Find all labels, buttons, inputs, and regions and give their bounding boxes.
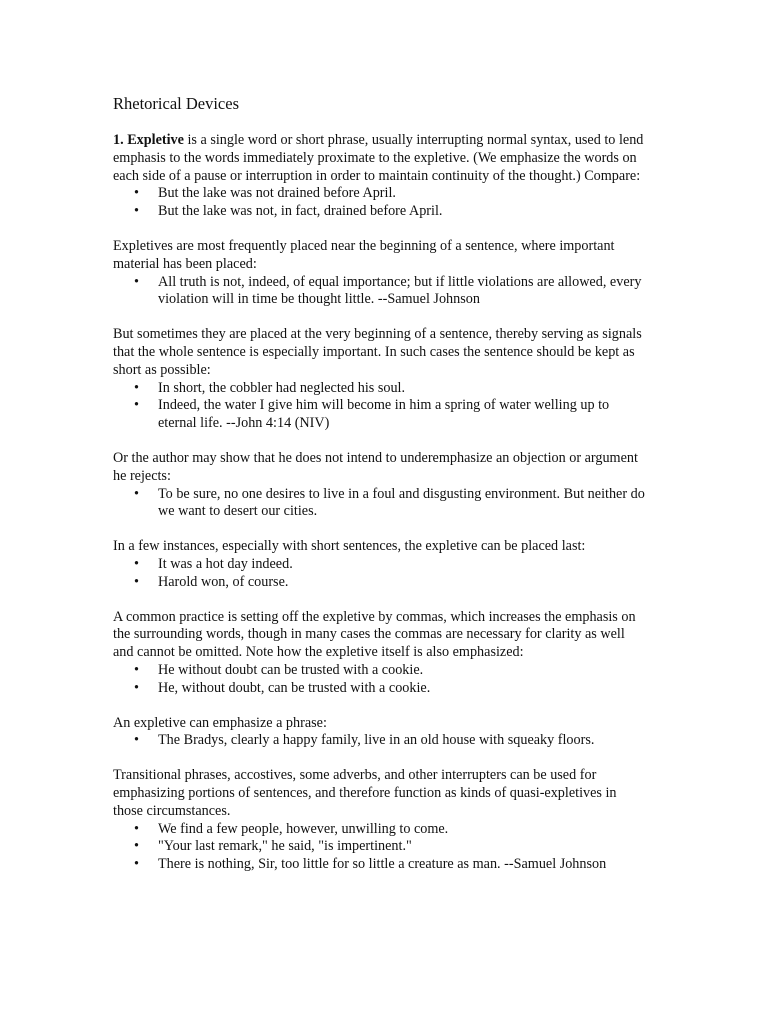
paragraph: Transitional phrases, accostives, some adverbs, and other interrupters can be used for emphasizing portions of sentences, and therefore function as kinds of quasi-expletives in those circumstances.: [113, 767, 617, 819]
intro-text: is a single word or short phrase, usually interrupting normal syntax, used to lend emphasis to the words immediately proximate to the expletive. (We emphasize the words on each side of a pause or interruption in order to maintain continuity of the thought.) Compare:: [113, 132, 644, 184]
list-item: • It was a hot day indeed.: [158, 556, 648, 574]
list-item: • We find a few people, however, unwilling to come.: [158, 821, 648, 839]
example-list: [113, 185, 648, 221]
paragraph: But sometimes they are placed at the very beginning of a sentence, thereby serving as signals that the whole sentence is especially important. In such cases the sentence should be kept as short as possible:: [113, 326, 642, 378]
example-list: [113, 486, 648, 522]
list-item: • He, without doubt, can be trusted with a cookie.: [158, 680, 648, 698]
example-list: [113, 821, 648, 874]
paragraph: A common practice is setting off the expletive by commas, which increases the emphasis on the surrounding words, though in many cases the commas are necessary for clarity as well and cannot be omitted. Note how the expletive itself is also emphasized:: [113, 608, 636, 661]
list-item: • Indeed, the water I give him will become in him a spring of water welling up to eternal life. --John 4:14 (NIV): [158, 397, 648, 433]
list-item: • To be sure, no one desires to live in a foul and disgusting environment. But neither do we want to desert our cities.: [158, 486, 648, 522]
example-list: [113, 662, 648, 698]
list-item: • The Bradys, clearly a happy family, live in an old house with squeaky floors.: [158, 732, 648, 750]
term-heading: 1. Expletive: [113, 132, 184, 148]
list-item: • "Your last remark," he said, "is impertinent.": [158, 838, 648, 856]
paragraph: Expletives are most frequently placed near the beginning of a sentence, where important material has been placed:: [113, 237, 615, 272]
example-list: [113, 274, 648, 310]
list-item: • There is nothing, Sir, too little for so little a creature as man. --Samuel Johnson: [158, 856, 648, 874]
example-list: [113, 732, 648, 750]
paragraph: Or the author may show that he does not intend to underemphasize an objection or argument he rejects:: [113, 449, 638, 484]
list-item: • In short, the cobbler had neglected his soul.: [158, 380, 648, 398]
document-title: Rhetorical Devices: [113, 94, 239, 113]
list-item: • Harold won, of course.: [158, 574, 648, 592]
list-item: • All truth is not, indeed, of equal importance; but if little violations are allowed, every violation will in time be thought little. --Samuel Johnson: [158, 274, 648, 310]
list-item: • But the lake was not drained before April.: [158, 185, 648, 203]
intro-paragraph: [113, 132, 648, 185]
example-list: [113, 380, 648, 433]
paragraph: In a few instances, especially with short sentences, the expletive can be placed last:: [113, 538, 586, 555]
list-item: • He without doubt can be trusted with a cookie.: [158, 662, 648, 680]
list-item: • But the lake was not, in fact, drained before April.: [158, 203, 648, 221]
paragraph: An expletive can emphasize a phrase:: [113, 714, 327, 731]
example-list: [113, 556, 648, 592]
